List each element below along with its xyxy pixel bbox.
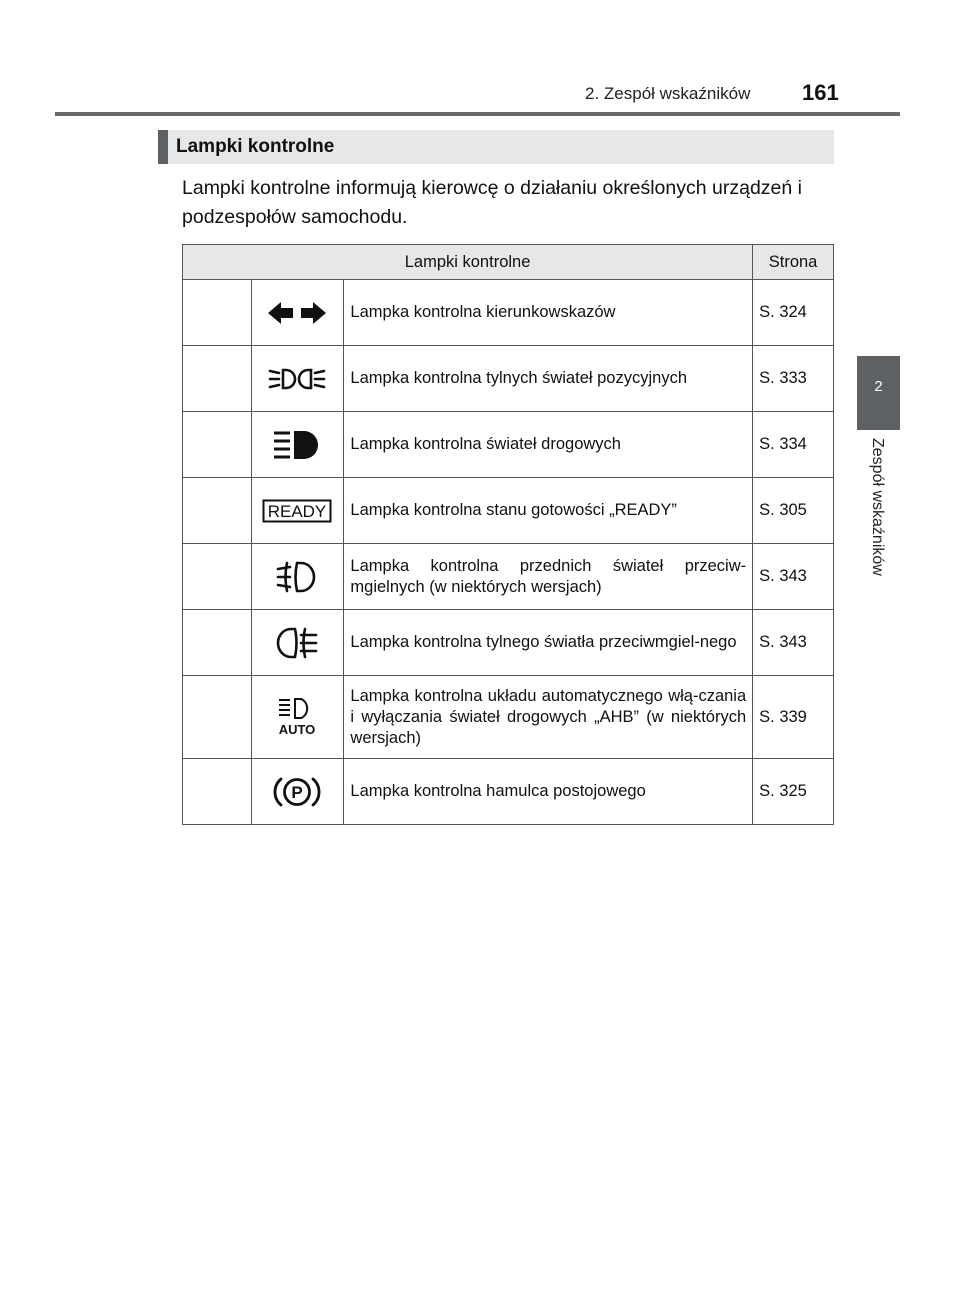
tail-lights-icon	[251, 346, 344, 412]
chapter-tab[interactable]	[857, 356, 900, 430]
front-fog-icon	[251, 544, 344, 610]
page-reference[interactable]: S. 334	[753, 412, 834, 478]
chapter-tab-number: 2	[874, 378, 883, 395]
page-reference[interactable]: S. 333	[753, 346, 834, 412]
page-number: 161	[802, 80, 839, 105]
intro-paragraph: Lampki kontrolne informują kierowcę o działaniu określonych urządzeń i podzespołów samochodu.	[182, 177, 802, 228]
table-row	[183, 280, 834, 346]
ready-icon-text: READY	[268, 501, 327, 521]
chapter-tab-label: Zespół wskaźników	[869, 438, 886, 576]
lamp-description: Lampka kontrolna świateł drogowych	[344, 412, 753, 478]
empty-cell	[183, 759, 252, 825]
lamp-description: Lampka kontrolna kierunkowskazów	[344, 280, 753, 346]
section-title: Lampki kontrolne	[176, 136, 335, 157]
empty-cell	[183, 412, 252, 478]
section-accent-bar	[158, 130, 168, 164]
auto-high-beam-icon	[251, 676, 344, 759]
ready-icon	[251, 478, 344, 544]
empty-cell	[183, 544, 252, 610]
auto-icon-text: AUTO	[279, 722, 316, 737]
page-reference[interactable]: S. 324	[753, 280, 834, 346]
turn-signal-icon	[251, 280, 344, 346]
lamp-description: Lampka kontrolna stanu gotowości „READY”	[344, 478, 753, 544]
lamp-description: Lampka kontrolna przednich świateł przeciw-mgielnych (w niektórych wersjach)	[344, 544, 753, 610]
table-row	[183, 610, 834, 676]
lamp-description: Lampka kontrolna hamulca postojowego	[344, 759, 753, 825]
parking-brake-icon-text: P	[291, 782, 304, 802]
page-reference[interactable]: S. 305	[753, 478, 834, 544]
header-lamps: Lampki kontrolne	[183, 245, 753, 280]
lamp-description: Lampka kontrolna układu automatycznego włą-czania i wyłączania świateł drogowych „AHB” (w niektórych wersjach)	[344, 676, 753, 759]
empty-cell	[183, 610, 252, 676]
parking-brake-icon	[251, 759, 344, 825]
page-reference[interactable]: S. 343	[753, 610, 834, 676]
high-beam-icon	[251, 412, 344, 478]
table-row	[183, 346, 834, 412]
empty-cell	[183, 346, 252, 412]
empty-cell	[183, 676, 252, 759]
rear-fog-icon	[251, 610, 344, 676]
indicator-lamps-table	[182, 244, 834, 825]
chapter-title: 2. Zespół wskaźników	[585, 84, 751, 103]
table-header-row	[183, 245, 834, 280]
table-row	[183, 544, 834, 610]
header-divider	[55, 112, 900, 116]
header-page: Strona	[753, 245, 834, 280]
table-row	[183, 759, 834, 825]
lamp-description: Lampka kontrolna tylnego światła przeciwmgiel-nego	[344, 610, 753, 676]
empty-cell	[183, 280, 252, 346]
page-reference[interactable]: S. 343	[753, 544, 834, 610]
page-reference[interactable]: S. 339	[753, 676, 834, 759]
table-row	[183, 676, 834, 759]
empty-cell	[183, 478, 252, 544]
lamp-description: Lampka kontrolna tylnych świateł pozycyjnych	[344, 346, 753, 412]
section-heading	[158, 130, 834, 164]
page-reference[interactable]: S. 325	[753, 759, 834, 825]
table-row	[183, 478, 834, 544]
table-row	[183, 412, 834, 478]
